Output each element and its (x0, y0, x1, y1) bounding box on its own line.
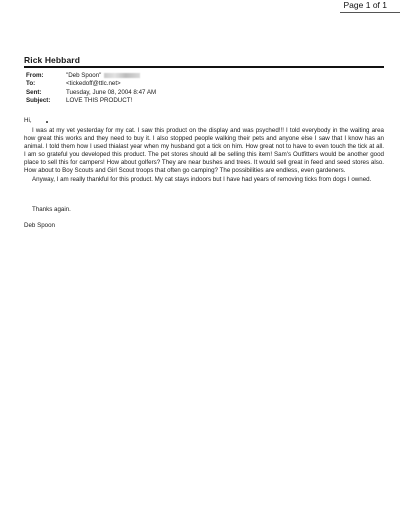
email-body (24, 127, 384, 184)
body-paragraph-1: I was at my vet yesterday for my cat. I saw this product on the display and was psyched!!! I told everybody in the waiting area how great this works and they need to buy it. I also stopped people walking their pets and anyone else I saw that I know has an animal. I told them how I used thialast year when my husband got a tick on him. How great not to have to even touch the tick at all. I am so grateful you developed this product. The pet stores should all be selling this item! Sam's Outfitters would be another good place to sell this for campers! How about golfers? They are near bushes and trees. It would sell great in feed and seed stores also. How about to Boy Scouts and Girl Scout troops that often go camping? The possibilities are endless, even gardeners. (24, 127, 384, 175)
page-number: Page 1 of 1 (343, 0, 387, 10)
sender-name: Rick Hebbard (24, 55, 80, 65)
closing-line: Thanks again. (32, 206, 71, 213)
body-paragraph-2: Anyway, I am really thankful for this product. My cat stays indoors but I have had years of removing ticks from dogs I owned. (32, 175, 372, 183)
stray-mark (46, 121, 48, 123)
to-row (26, 80, 386, 88)
subject-value: LOVE THIS PRODUCT! (66, 97, 133, 105)
header-divider (24, 66, 384, 68)
subject-row (26, 97, 386, 105)
from-value: "Deb Spoon" (66, 72, 102, 79)
from-value-wrap (66, 72, 386, 80)
greeting: Hi, (24, 117, 32, 124)
to-label: To: (26, 80, 36, 88)
email-header (26, 72, 386, 106)
redacted-email (104, 73, 140, 78)
sent-label: Sent: (26, 88, 42, 96)
to-value: <tickedoff@ttlc.net> (66, 80, 121, 88)
page-number-rule (340, 12, 400, 13)
sent-value: Tuesday, June 08, 2004 8:47 AM (66, 88, 157, 96)
from-row (26, 72, 386, 80)
sent-row (26, 89, 386, 97)
subject-label: Subject: (26, 97, 51, 105)
signature: Deb Spoon (24, 222, 55, 229)
from-label: From: (26, 72, 44, 79)
